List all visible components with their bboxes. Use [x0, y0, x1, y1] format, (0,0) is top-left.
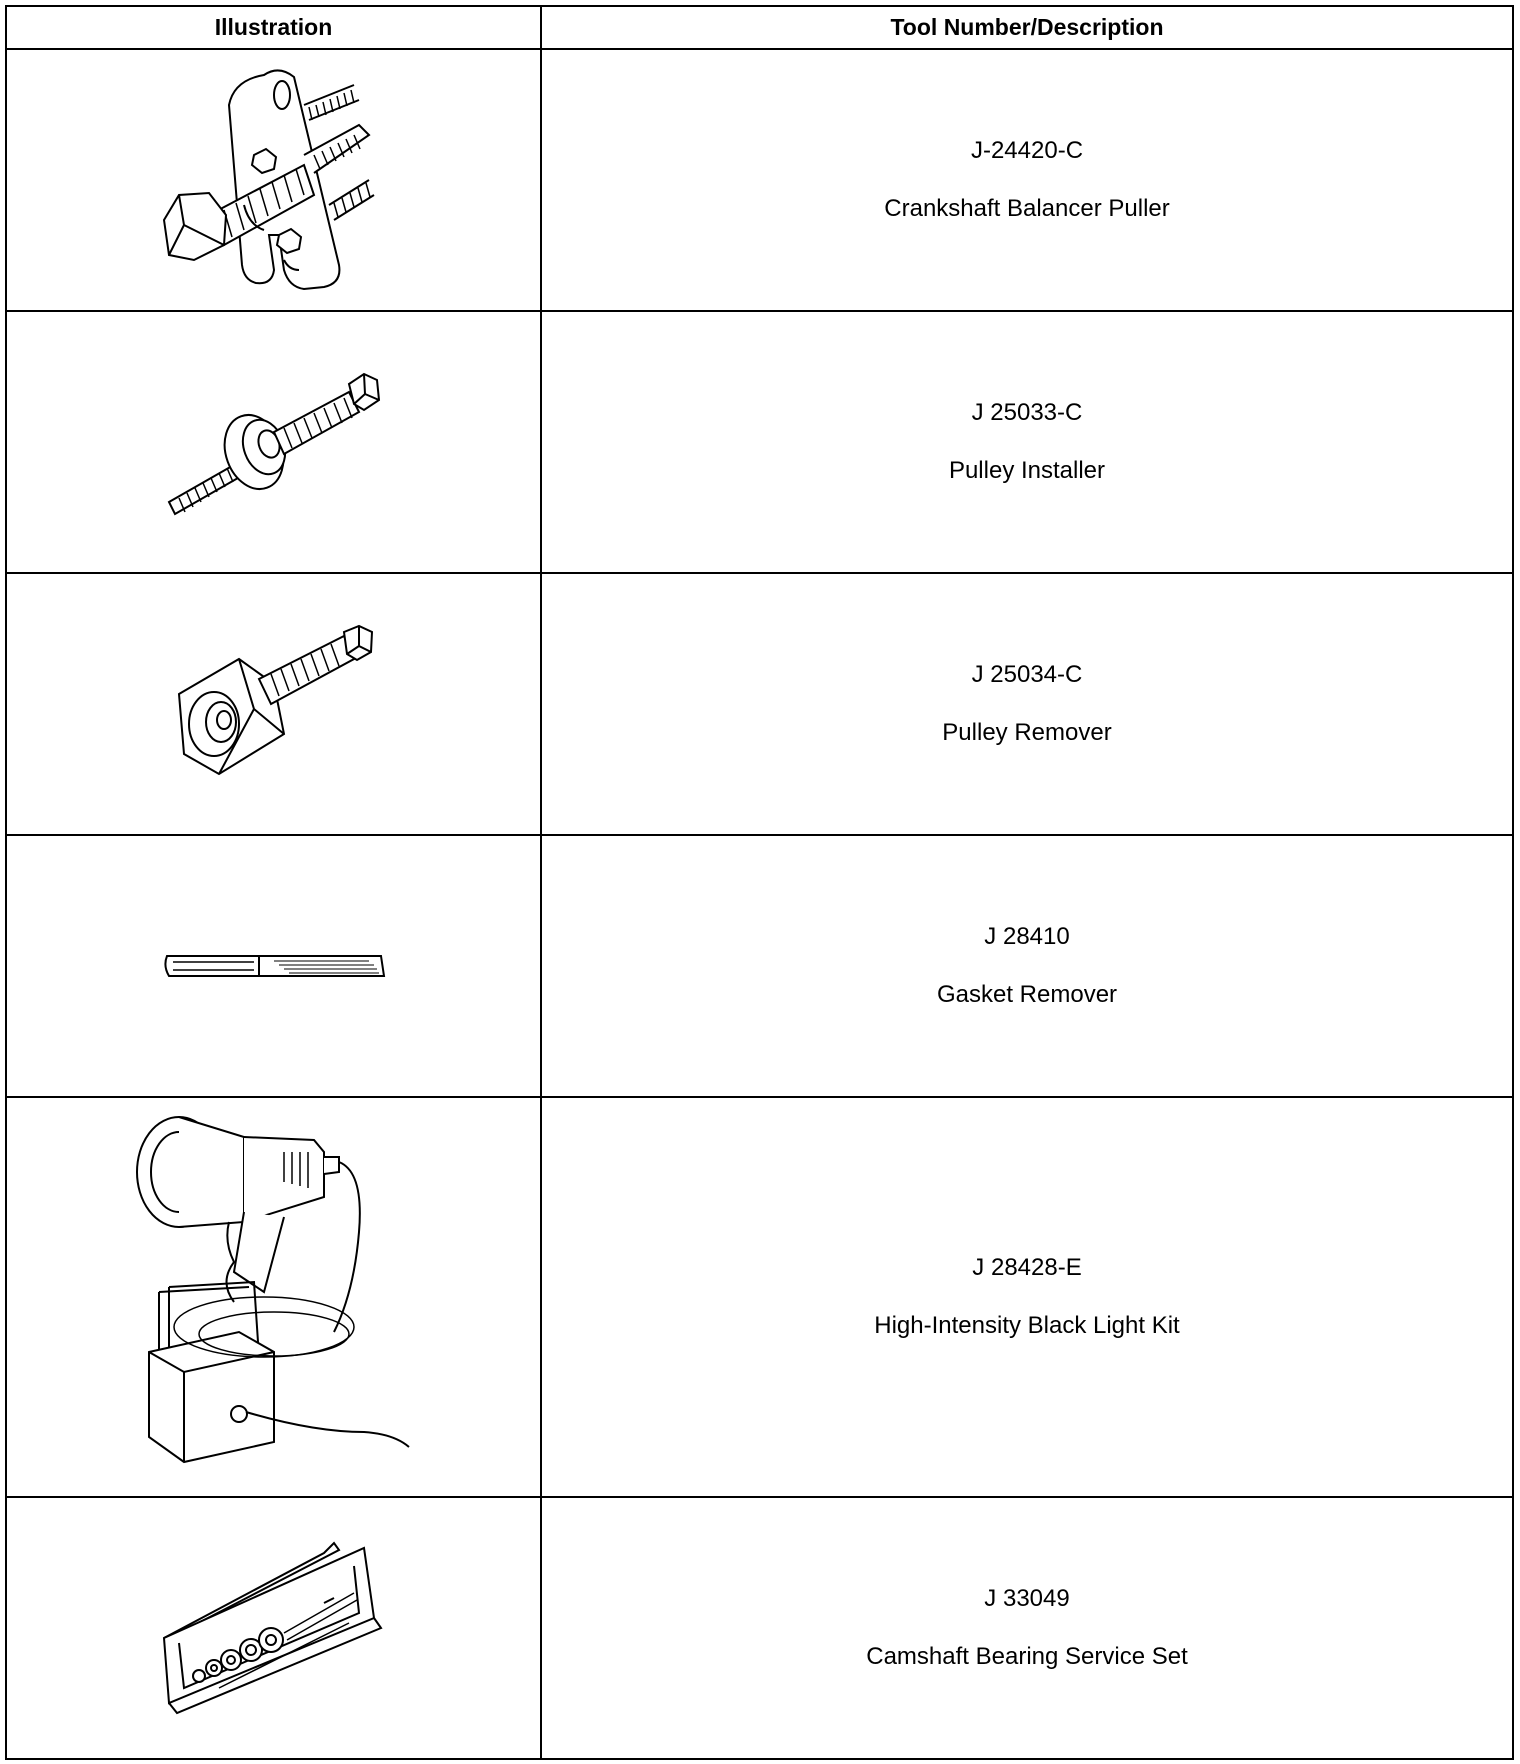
tool-description: High-Intensity Black Light Kit — [874, 1312, 1180, 1339]
table-row — [6, 1097, 1513, 1497]
tool-description: Crankshaft Balancer Puller — [884, 195, 1170, 222]
tool-description-cell — [541, 1497, 1513, 1759]
illustration-cell — [6, 1497, 541, 1759]
tool-description-cell — [541, 1097, 1513, 1497]
table-row — [6, 835, 1513, 1097]
crankshaft-balancer-puller-icon — [154, 65, 394, 295]
table-row — [6, 1497, 1513, 1759]
tool-description-cell — [541, 49, 1513, 311]
pulley-installer-icon — [159, 362, 389, 522]
table-row — [6, 311, 1513, 573]
illustration-cell — [6, 311, 541, 573]
illustration-cell — [6, 49, 541, 311]
camshaft-bearing-set-icon — [159, 1538, 389, 1718]
illustration-cell — [6, 1097, 541, 1497]
table-row — [6, 49, 1513, 311]
tool-number: J 25034-C — [971, 661, 1083, 688]
tool-description-cell — [541, 311, 1513, 573]
black-light-kit-icon — [134, 1112, 414, 1482]
illustration-cell — [6, 573, 541, 835]
pulley-remover-icon — [159, 624, 389, 784]
illustration-cell — [6, 835, 541, 1097]
table-header-row — [6, 6, 1513, 49]
tool-number: J-24420-C — [970, 137, 1084, 164]
table-row — [6, 573, 1513, 835]
tool-description-cell — [541, 835, 1513, 1097]
tool-number: J 25033-C — [971, 399, 1083, 426]
gasket-remover-icon — [159, 946, 389, 986]
tool-description: Camshaft Bearing Service Set — [866, 1643, 1188, 1670]
tool-description-cell — [541, 573, 1513, 835]
tool-description: Pulley Installer — [948, 457, 1106, 484]
tool-number: J 28428-E — [972, 1254, 1082, 1281]
tool-number: J 28410 — [984, 923, 1070, 950]
tool-description: Gasket Remover — [936, 981, 1118, 1008]
illustration-column-header: Illustration — [6, 6, 541, 49]
tool-column-header: Tool Number/Description — [541, 6, 1513, 49]
special-tools-table — [5, 5, 1514, 1760]
tool-description: Pulley Remover — [942, 719, 1112, 746]
tool-number: J 33049 — [984, 1585, 1070, 1612]
